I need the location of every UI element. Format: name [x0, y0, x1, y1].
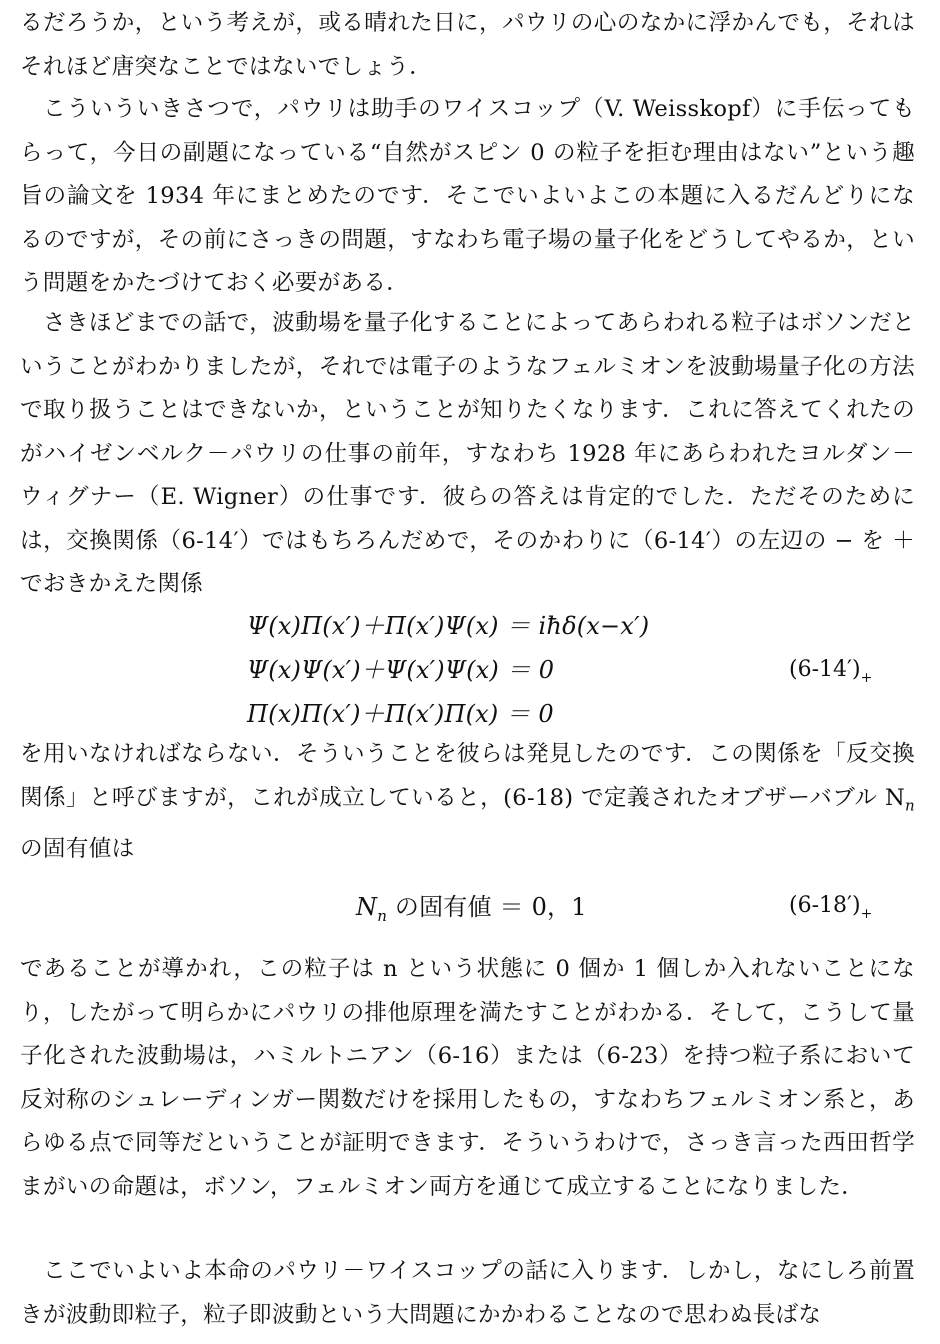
equation-number-label-2: (6-18′)	[789, 893, 861, 918]
equation-line-3: Π(x)Π(x′)＋Π(x′)Π(x) ＝ 0	[247, 700, 554, 728]
equation-number-6-18	[789, 893, 872, 922]
paragraph-4-text: を用いなければならない．そういうことを彼らは発見したのです．この関係を「反交換関係」と呼びますが，これが成立していると，(6-18) で定義されたオブザーバブル N	[20, 741, 915, 811]
paragraph-6: ここでいよいよ本命のパウリ－ワイスコップの話に入ります．しかし，なにしろ前置きが波動即粒子，粒子即波動という大問題にかかわることなので思わぬ長ばな	[20, 1258, 915, 1328]
paragraph-4-tail: の固有値は	[20, 835, 135, 862]
equation-line-1: Ψ(x)Π(x′)＋Π(x′)Ψ(x) ＝ iħδ(x−x′)	[247, 612, 650, 640]
paragraph-1: るだろうか，という考えが，或る晴れた日に，パウリの心のなかに浮かんでも，それはそれほど唐突なことではないでしょう．	[20, 10, 915, 80]
equation-number-6-14	[789, 657, 872, 686]
equation-number-subscript-2: +	[860, 906, 873, 922]
eigenvalue-rest: の固有値 ＝ 0，1	[387, 893, 587, 921]
paragraph-3: さきほどまでの話で，波動場を量子化することによってあらわれる粒子はボソンだということがわかりましたが，それでは電子のようなフェルミオンを波動場量子化の方法で取り扱うことはできないか，ということが知りたくなります．これに答えてくれたのがハイゼンベルク－パウリの仕事の前年，すなわち 1928 年にあらわれたヨルダン－ウィグナー（E. Wigner）の仕事です．彼らの答えは肯定的でした．ただそのためには，交換関係（6-14′）ではもちろんだめで，そのかわりに（6-14′）の左辺の − を ＋ でおきかえた関係	[20, 310, 915, 597]
equation-line-2: Ψ(x)Ψ(x′)＋Ψ(x′)Ψ(x) ＝ 0	[247, 656, 555, 684]
paragraph-4-subscript: n	[905, 796, 915, 815]
paragraph-5: であることが導かれ，この粒子は n という状態に 0 個か 1 個しか入れないことになり，したがって明らかにパウリの排他原理を満たすことがわかる．そして，こうして量子化された波動場は，ハミルトニアン（6-16）または（6-23）を持つ粒子系において反対称のシュレーディンガー関数だけを採用したもの，すなわちフェルミオン系と，あらゆる点で同等だということが証明できます．そういうわけで，さっき言った西田哲学まがいの命題は，ボソン，フェルミオン両方を通じて成立することになりました．	[20, 956, 915, 1200]
eigenvalue-line	[356, 887, 587, 925]
equation-number-subscript: +	[860, 670, 873, 686]
paragraph-4	[20, 733, 915, 871]
paragraph-2: こういういきさつで，パウリは助手のワイスコップ（V. Weisskopf）に手伝ってもらって，今日の副題になっている“自然がスピン 0 の粒子を拒む理由はない”という趣旨の論文を 1934 年にまとめたのです．そこでいよいよこの本題に入るだんどりになるのですが，その前にさっきの問題，すなわち電子場の量子化をどうしてやるか，という問題をかたづけておく必要がある．	[20, 96, 915, 296]
equation-number-label: (6-14′)	[789, 657, 861, 682]
eigenvalue-symbol: N	[356, 893, 378, 921]
eigenvalue-subscript: n	[377, 906, 388, 925]
